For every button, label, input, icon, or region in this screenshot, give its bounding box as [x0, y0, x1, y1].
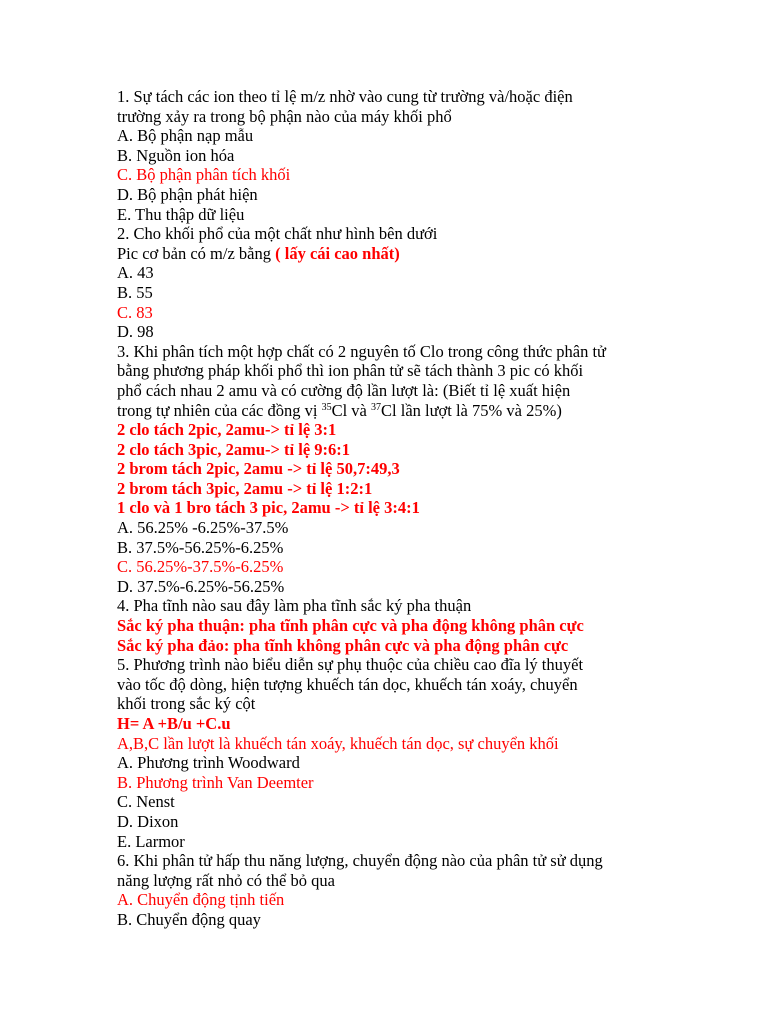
text-line [117, 283, 657, 303]
line-text: D. 37.5%-6.25%-56.25% [117, 576, 285, 596]
line-text: 1 clo và 1 bro tách 3 pic, 2amu -> tỉ lệ 3:4:1 [117, 498, 420, 518]
line-text: B. 37.5%-56.25%-6.25% [117, 537, 284, 557]
isotope-mass: 35 [321, 401, 332, 413]
line-text: 3. Khi phân tích một hợp chất có 2 nguyên tố Clo trong công thức phân tử [117, 341, 606, 361]
text-line [117, 890, 657, 910]
text-line [117, 734, 657, 754]
text-line [117, 636, 657, 656]
text-line [117, 440, 657, 460]
line-text: 1. Sự tách các ion theo tỉ lệ m/z nhờ vào cung từ trường và/hoặc điện [117, 87, 573, 106]
text-line [117, 851, 657, 871]
text-line [117, 832, 657, 852]
text-line [117, 146, 657, 166]
line-text: D. Bộ phận phát hiện [117, 184, 258, 204]
line-text: 4. Pha tĩnh nào sau đây làm pha tĩnh sắc ký pha thuận [117, 596, 472, 616]
line-text: H= A +B/u +C.u [117, 714, 231, 733]
text-line [117, 655, 657, 675]
text-line [117, 401, 657, 421]
line-text: C. Nenst [117, 792, 175, 812]
line-text: D. Dixon [117, 811, 179, 831]
line-text: khối trong sắc ký cột [117, 694, 256, 714]
text-line [117, 263, 657, 283]
line-text: 6. Khi phân tử hấp thu năng lượng, chuyển động nào của phân tử sử dụng [117, 851, 603, 871]
text-line [117, 792, 657, 812]
text-line [117, 322, 657, 342]
text-line [117, 694, 657, 714]
text-line [117, 538, 657, 558]
line-text: C. 83 [117, 302, 153, 322]
text-line [117, 596, 657, 616]
text-line [117, 871, 657, 891]
text-line [117, 126, 657, 146]
text-line [117, 185, 657, 205]
text-line [117, 420, 657, 440]
line-text: Pic cơ bản có m/z bằng [117, 243, 276, 263]
line-text: A. Bộ phận nạp mẫu [117, 126, 254, 146]
line-text: trong tự nhiên của các đồng vị [117, 400, 322, 420]
text-line [117, 773, 657, 793]
line-text: 2 clo tách 2pic, 2amu-> tỉ lệ 3:1 [117, 420, 337, 440]
answer-hint: ( lấy cái cao nhất) [275, 243, 400, 263]
text-line [117, 205, 657, 225]
line-text: Sắc ký pha đảo: pha tĩnh không phân cực và pha động phân cực [117, 635, 569, 655]
line-text: B. Nguồn ion hóa [117, 145, 235, 165]
line-text: D. 98 [117, 322, 154, 342]
text-line [117, 753, 657, 773]
line-text: E. Thu thập dữ liệu [117, 204, 245, 224]
line-text: C. 56.25%-37.5%-6.25% [117, 557, 284, 577]
line-text: E. Larmor [117, 831, 185, 851]
line-text: B. 55 [117, 282, 153, 302]
line-text: 2 clo tách 3pic, 2amu-> tỉ lệ 9:6:1 [117, 439, 351, 459]
text-line [117, 224, 657, 244]
text-line [117, 557, 657, 577]
line-text: 2 brom tách 3pic, 2amu -> tỉ lệ 1:2:1 [117, 478, 373, 498]
line-text: 5. Phương trình nào biểu diễn sự phụ thuộc của chiều cao đĩa lý thuyết [117, 655, 584, 675]
line-text: Sắc ký pha thuận: pha tĩnh phân cực và pha động không phân cực [117, 616, 584, 636]
text-line [117, 107, 657, 127]
text-line [117, 165, 657, 185]
line-text: Cl lần lượt là 75% và 25%) [381, 400, 562, 420]
line-text: 2 brom tách 2pic, 2amu -> tỉ lệ 50,7:49,3 [117, 459, 400, 479]
text-line [117, 714, 657, 734]
document-body [117, 87, 657, 930]
text-line [117, 87, 657, 107]
line-text: C. Bộ phận phân tích khối [117, 165, 291, 185]
text-line [117, 518, 657, 538]
line-text: A. Chuyển động tịnh tiến [117, 890, 285, 910]
line-text: B. Chuyển động quay [117, 909, 261, 929]
text-line [117, 303, 657, 323]
line-text: trường xảy ra trong bộ phận nào của máy khối phổ [117, 106, 452, 126]
text-line [117, 616, 657, 636]
text-line [117, 361, 657, 381]
line-text: phổ cách nhau 2 amu và có cường độ lần lượt là: (Biết tỉ lệ xuất hiện [117, 380, 571, 400]
text-line [117, 479, 657, 499]
isotope-mass: 37 [371, 401, 382, 413]
text-line [117, 910, 657, 930]
text-line [117, 812, 657, 832]
text-line [117, 498, 657, 518]
line-text: B. Phương trình Van Deemter [117, 772, 314, 792]
line-text: A. 56.25% -6.25%-37.5% [117, 518, 289, 538]
line-text: A. Phương trình Woodward [117, 753, 300, 773]
text-line [117, 675, 657, 695]
text-line [117, 577, 657, 597]
text-line [117, 381, 657, 401]
line-text: bằng phương pháp khối phổ thì ion phân tử sẽ tách thành 3 pic có khối [117, 361, 584, 381]
line-text: 2. Cho khối phổ của một chất như hình bên dưới [117, 224, 438, 244]
line-text: vào tốc độ dòng, hiện tượng khuếch tán dọc, khuếch tán xoáy, chuyển [117, 674, 578, 694]
line-text: A,B,C lần lượt là khuếch tán xoáy, khuếch tán dọc, sự chuyển khối [117, 733, 559, 753]
line-text: Cl và [331, 400, 372, 420]
text-line [117, 244, 657, 264]
text-line [117, 459, 657, 479]
line-text: năng lượng rất nhỏ có thể bỏ qua [117, 870, 335, 890]
text-line [117, 342, 657, 362]
line-text: A. 43 [117, 263, 154, 283]
